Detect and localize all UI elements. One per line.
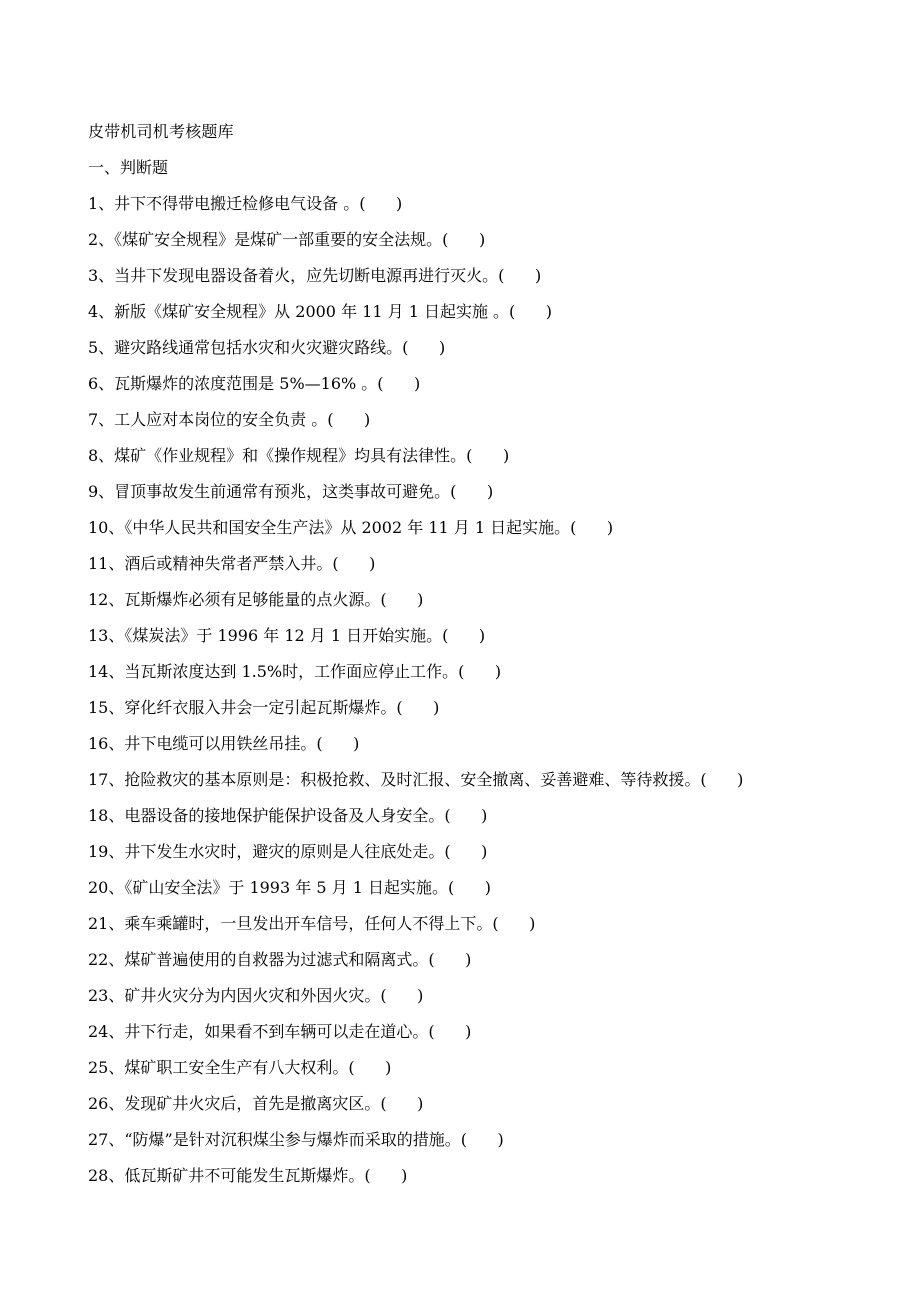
question-item-19: 19、井下发生水灾时，避灾的原则是人往底处走。( ) [88,842,488,861]
question-item-5: 5、避灾路线通常包括水灾和火灾避灾路线。( ) [88,338,446,357]
question-item-8: 8、煤矿《作业规程》和《操作规程》均具有法律性。( ) [88,446,510,465]
question-item-3: 3、当井下发现电器设备着火，应先切断电源再进行灭火。( ) [88,266,542,285]
question-item-22: 22、煤矿普遍使用的自救器为过滤式和隔离式。( ) [88,950,472,969]
question-item-9: 9、冒顶事故发生前通常有预兆，这类事故可避免。( ) [88,482,494,501]
question-item-13: 13、《煤炭法》于 1996 年 12 月 1 日开始实施。( ) [88,626,486,645]
question-item-10: 10、《中华人民共和国安全生产法》从 2002 年 11 月 1 日起实施。( ) [88,518,614,537]
question-item-17: 17、抢险救灾的基本原则是：积极抢救、及时汇报、安全撤离、妥善避难、等待救援。( ) [88,770,744,789]
question-item-21: 21、乘车乘罐时，一旦发出开车信号，任何人不得上下。( ) [88,914,536,933]
question-item-2: 2、《煤矿安全规程》是煤矿一部重要的安全法规。( ) [88,230,486,249]
question-item-12: 12、瓦斯爆炸必须有足够能量的点火源。( ) [88,590,424,609]
document-title: 皮带机司机考核题库 [88,122,234,141]
question-item-18: 18、电器设备的接地保护能保护设备及人身安全。( ) [88,806,488,825]
question-item-1: 1、井下不得带电搬迁检修电气设备 。( ) [88,194,403,213]
question-item-16: 16、井下电缆可以用铁丝吊挂。( ) [88,734,360,753]
question-item-6: 6、瓦斯爆炸的浓度范围是 5%—16% 。( ) [88,374,421,393]
question-item-20: 20、《矿山安全法》于 1993 年 5 月 1 日起实施。( ) [88,878,491,897]
question-item-15: 15、穿化纤衣服入井会一定引起瓦斯爆炸。( ) [88,698,440,717]
section-heading: 一、判断题 [88,158,169,177]
question-item-14: 14、当瓦斯浓度达到 1.5%时，工作面应停止工作。( ) [88,662,502,681]
document-content [88,114,888,1194]
question-item-26: 26、发现矿井火灾后，首先是撤离灾区。( ) [88,1094,424,1113]
question-item-4: 4、新版《煤矿安全规程》从 2000 年 11 月 1 日起实施 。( ) [88,302,553,321]
question-item-7: 7、工人应对本岗位的安全负责 。( ) [88,410,371,429]
question-item-11: 11、酒后或精神失常者严禁入井。( ) [88,554,376,573]
question-item-27: 27、“防爆”是针对沉积煤尘参与爆炸而采取的措施。( ) [88,1130,504,1149]
question-item-23: 23、矿井火灾分为内因火灾和外因火灾。( ) [88,986,424,1005]
question-item-25: 25、煤矿职工安全生产有八大权利。( ) [88,1058,392,1077]
question-item-28: 28、低瓦斯矿井不可能发生瓦斯爆炸。( ) [88,1166,408,1185]
question-item-24: 24、井下行走，如果看不到车辆可以走在道心。( ) [88,1022,472,1041]
